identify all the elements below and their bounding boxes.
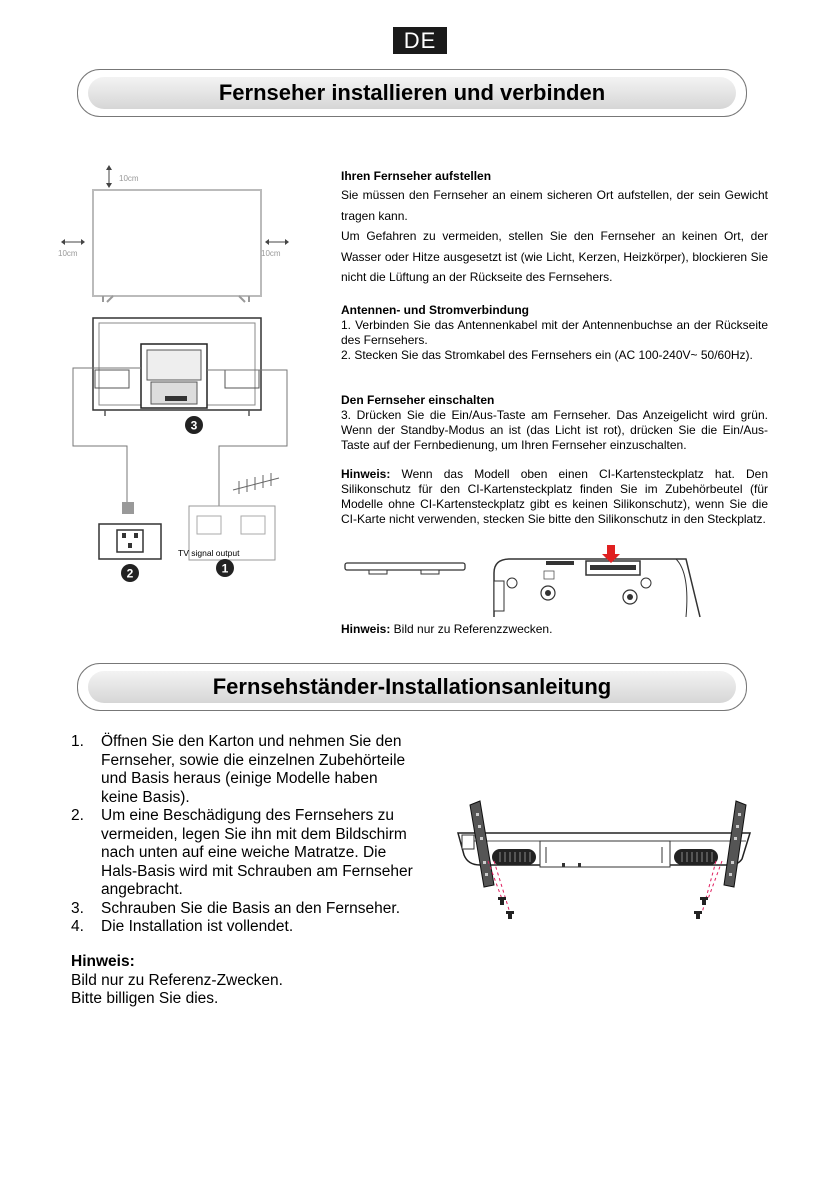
stand-note (71, 953, 416, 1009)
setup-section (341, 167, 768, 288)
section-banner-installation (77, 69, 747, 117)
speaker-grille-left (492, 849, 536, 865)
spacing-arrow-left (61, 239, 85, 245)
step-item: 3. Schrauben Sie die Basis an den Fernseher. (71, 899, 400, 917)
power-plug-illustration (99, 502, 161, 559)
step-item: 2. Um eine Beschädigung des Fernsehers zu vermeiden, legen Sie ihn mit dem Bildschirm nach unten auf eine weiche Matratze. Die Hals-Basis wird mit Schrauben am Fernseher angebracht. (71, 807, 413, 898)
power-paragraph: 3. Drücken Sie die Ein/Aus-Taste am Fernseher. Das Anzeigelicht wird grün. Wenn der Standby-Modus an ist (das Licht ist rot), drücken Sie die Ein/Aus-Taste auf der Fernbedienung, um Ihren Fernseher einzuschalten. (341, 408, 768, 452)
step-item: 1. Öffnen Sie den Karton und nehmen Sie den Fernseher, sowie die einzelnen Zubehörteile und Basis heraus (einige Modelle haben keine Basis). (71, 733, 406, 806)
stand-note-line-2: Bitte billigen Sie dies. (71, 990, 219, 1007)
reference-note (341, 622, 768, 637)
speaker-grille-right (674, 849, 718, 865)
step-item: 4. Die Installation ist vollendet. (71, 918, 294, 935)
setup-heading: Ihren Fernseher aufstellen (341, 169, 492, 183)
ci-note-text: Wenn das Modell oben einen CI-Kartensteckplatz hat. Den Silikonschutz für den CI-Kartensteckplatz finden Sie im Zubehörbeutel (für Modelle ohne CI-Kartensteckplatz gibt es keinen Silikonschutz), wenn Sie die CI-Karte nicht verwenden, stecken Sie bitte den Silikonschutz in den Steckplatz. (341, 467, 768, 526)
spacing-label-right: 10cm (261, 249, 281, 258)
section-title-stand: Fernsehständer-Installationsanleitung (212, 674, 612, 699)
spacing-arrow-right (265, 239, 289, 245)
power-heading: Den Fernseher einschalten (341, 393, 495, 407)
silicone-cover-illustration (341, 545, 471, 585)
stand-note-label: Hinweis: (71, 953, 135, 970)
tv-back-illustration (93, 318, 261, 416)
section-title-installation: Fernseher installieren und verbinden (218, 80, 606, 105)
callout-1 (216, 559, 234, 577)
callout-3 (185, 416, 203, 434)
reference-note-label: Hinweis: (341, 622, 391, 636)
svg-text:3: 3 (190, 418, 198, 433)
stand-installation-diagram (450, 795, 765, 935)
callout-2 (121, 564, 139, 582)
antenna-paragraph-2: 2. Stecken Sie das Stromkabel des Fernsehers ein (AC 100-240V~ 50/60Hz). (341, 348, 753, 362)
setup-paragraph-1: Sie müssen den Fernseher an einem sicheren Ort aufstellen, der sein Gewicht tragen kann. (341, 188, 768, 223)
spacing-label-left: 10cm (58, 249, 78, 258)
antenna-paragraph-1: 1. Verbinden Sie das Antennenkabel mit der Antennenbuchse an der Rückseite des Fernsehers. (341, 318, 768, 347)
language-badge: DE (393, 27, 447, 54)
svg-text:1: 1 (221, 561, 229, 576)
section-banner-stand (77, 663, 747, 711)
reference-note-text: Bild nur zu Referenzzwecken. (390, 622, 553, 636)
stand-note-line-1: Bild nur zu Referenz-Zwecken. (71, 971, 283, 989)
antenna-section (341, 303, 768, 363)
stand-steps-list (71, 733, 416, 937)
spacing-label-top: 10cm (119, 174, 139, 183)
setup-paragraph-2: Um Gefahren zu vermeiden, stellen Sie den Fernseher an keinen Ort, der Wasser oder Hitze ausgesetzt ist (wie Licht, Kerzen, Heizkörper), blockieren Sie nicht die Lüftung an der Rückseite des Fernsehers. (341, 229, 768, 284)
ci-note (341, 467, 768, 527)
power-section (341, 393, 768, 453)
tv-signal-output-label: TV signal output (178, 548, 240, 558)
tv-setup-diagram (55, 160, 300, 590)
antenna-heading: Antennen- und Stromverbindung (341, 303, 529, 317)
screw-icons (498, 897, 708, 919)
spacing-arrow-top (106, 165, 112, 188)
antenna-icon (233, 473, 279, 494)
ci-slot-illustration (490, 543, 705, 620)
svg-text:2: 2 (126, 566, 134, 581)
tv-front-illustration (93, 190, 261, 302)
screw-guide-lines (488, 861, 722, 913)
ci-note-label: Hinweis: (341, 467, 391, 481)
